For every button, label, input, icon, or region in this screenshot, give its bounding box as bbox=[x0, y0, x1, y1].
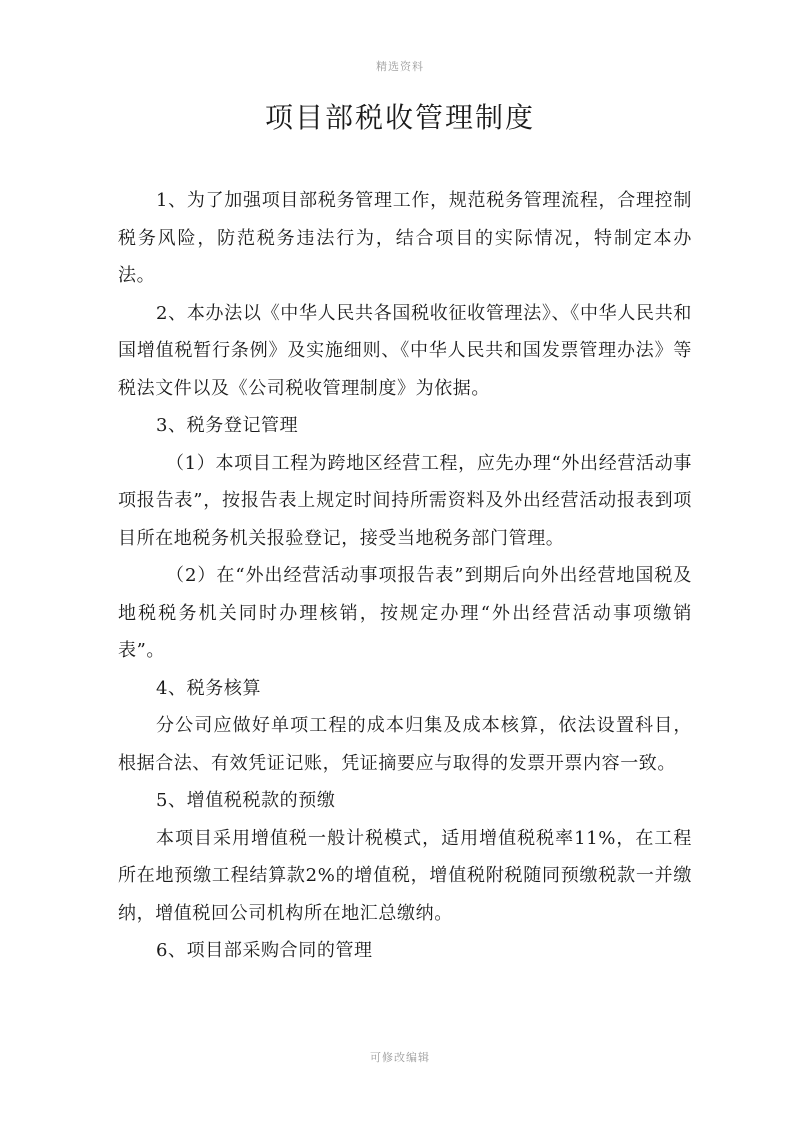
section-heading-vat-prepayment: 5、增值税税款的预缴 bbox=[156, 790, 336, 811]
section-heading-procurement-contracts: 6、项目部采购合同的管理 bbox=[156, 940, 373, 961]
paragraph-legal-basis: 2、本办法以《中华人民共各国税收征收管理法》、《中华人民共和国增值税暂行条例》及实施细则、《中华人民共和国发票管理办法》等税法文件以及《公司税收管理制度》为依据。 bbox=[118, 302, 692, 399]
section-heading-tax-registration: 3、税务登记管理 bbox=[156, 415, 299, 436]
section-heading-tax-accounting: 4、税务核算 bbox=[156, 677, 262, 699]
document-title: 项目部税收管理制度 bbox=[264, 101, 535, 134]
paragraph-purpose: 1、为了加强项目部税务管理工作，规范税务管理流程，合理控制税务风险，防范税务违法行为，结合项目的实际情况，特制定本办法。 bbox=[118, 190, 692, 286]
header-note: 精选资料 bbox=[376, 60, 424, 73]
paragraph-registration-item-2: （2）在“外出经营活动事项报告表”到期后向外出经营地国税及地税税务机关同时办理核销，按规定办理“外出经营活动事项缴销表”。 bbox=[118, 565, 692, 661]
paragraph-tax-accounting: 分公司应做好单项工程的成本归集及成本核算，依法设置科目，根据合法、有效凭证记账，凭证摘要应与取得的发票开票内容一致。 bbox=[118, 715, 692, 774]
paragraph-vat-prepayment: 本项目采用增值税一般计税模式，适用增值税税率11%，在工程所在地预缴工程结算款2%的增值税，增值税附税随同预缴税款一并缴纳，增值税回公司机构所在地汇总缴纳。 bbox=[118, 827, 692, 924]
paragraph-registration-item-1: （1）本项目工程为跨地区经营工程，应先办理“外出经营活动事项报告表”，按报告表上规定时间持所需资料及外出经营活动报表到项目所在地税务机关报验登记，接受当地税务部门管理。 bbox=[118, 452, 692, 549]
footer-note: 可修改编辑 bbox=[370, 1051, 430, 1064]
document-body bbox=[118, 182, 692, 970]
